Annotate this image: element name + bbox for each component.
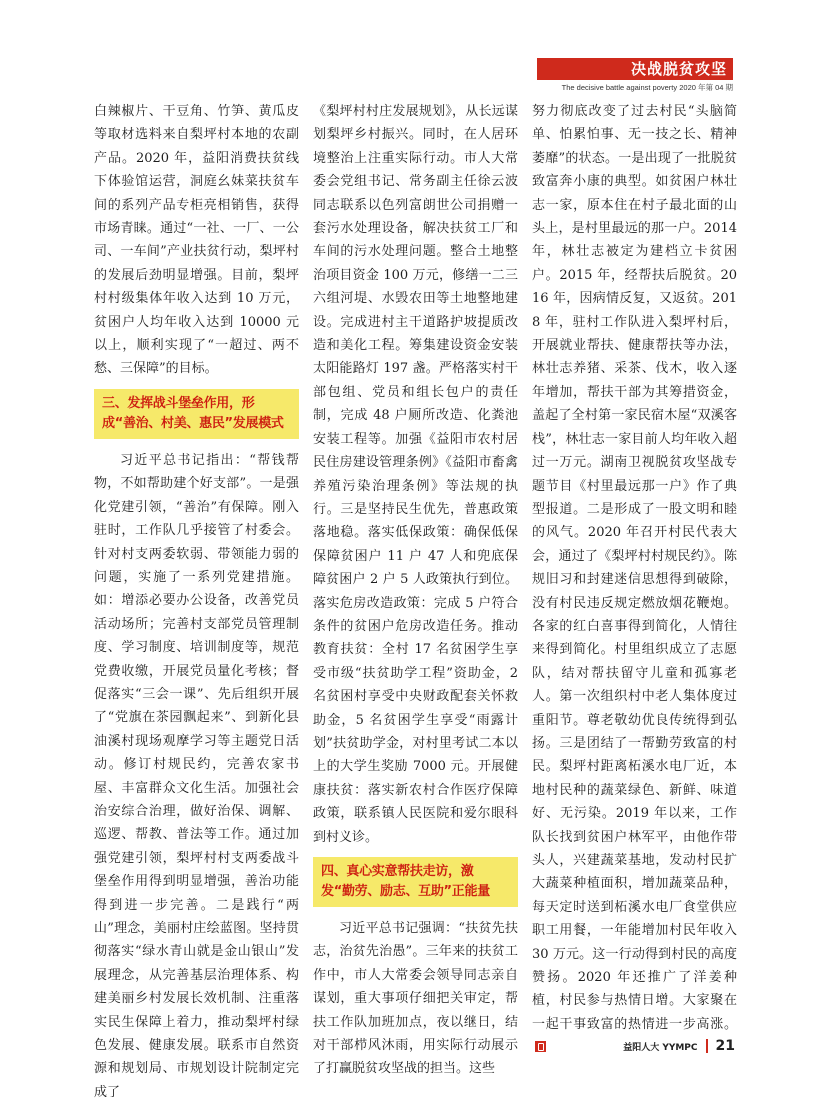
heading-line: 四、真心实意帮扶走访，激: [321, 864, 474, 879]
section-title: 决战脱贫攻坚: [630, 60, 727, 78]
section-subtitle: The decisive battle against poverty 2020 年第 04 期: [561, 83, 733, 92]
end-mark-icon: [535, 1041, 546, 1052]
footer-divider: [706, 1039, 708, 1053]
page-number: 21: [715, 1038, 735, 1054]
paragraph: 习近平总书记强调：“扶贫先扶志，治贫先治愚”。三年来的扶贫工作中，市人大常委会领导同志亲自谋划，重大事项仔细把关审定，帮扶工作队加班加点，夜以继日，结对干部栉风沐雨，用实际行动展示了打赢脱贫攻坚战的担当。这些: [313, 921, 518, 1077]
article-column-2: [313, 100, 518, 1081]
section-banner: [537, 58, 733, 80]
article-column-3: [532, 100, 737, 1060]
paragraph: 努力彻底改变了过去村民“头脑简单、怕累怕事、无一技之长、精神萎靡”的状态。一是出现了一批脱贫致富奔小康的典型。如贫困户林壮志一家，原本住在村子最北面的山头上，是村里最远的那一户。2014 年，林壮志被定为建档立卡贫困户。2015 年，经帮扶后脱贫。2016 年，因病情反复，又返贫。2018 年，驻村工作队进入梨坪村后，开展就业帮扶、健康帮扶等办法，林壮志养猪、采茶、伐木，收入逐年增加，帮扶干部为其筹措资金，盖起了全村第一家民宿木屋“双溪客栈”，林壮志一家目前人均年收入超过一万元。湖南卫视脱贫攻坚战专题节目《村里最远那一户》作了典型报道。二是形成了一股文明和睦的风气。2020 年召开村民代表大会，通过了《梨坪村村规民约》。陈规旧习和封建迷信思想得到破除，没有村民违反规定燃放烟花鞭炮。各家的红白喜事得到简化，人情往来得到简化。村里组织成立了志愿队，结对帮扶留守儿童和孤寡老人。第一次组织村中老人集体度过重阳节。尊老敬幼优良传统得到弘扬。三是团结了一帮勤劳致富的村民。梨坪村距离柘溪水电厂近，本地村民种的蔬菜绿色、新鲜、味道好、无污染。2019 年以来，工作队长找到贫困户林军平，由他作带头人，兴建蔬菜基地，发动村民扩大蔬菜种植面积，增加蔬菜品种，每天定时送到柘溪水电厂食堂供应职工用餐，一年能增加村民年收入 30 万元。这一行动得到村民的高度赞扬。2020 年还推广了洋姜种植，村民参与热情日增。大家聚在一起干事致富的热情进一步高涨。: [532, 104, 737, 1032]
heading-line: 三、发挥战斗堡垒作用，形: [102, 395, 255, 411]
page-footer: [560, 1036, 735, 1056]
publication-name: 益阳人大 YYMPC: [623, 1042, 698, 1053]
article-column-1: [94, 100, 299, 1104]
section-heading-4: [313, 857, 518, 907]
section-heading-3: [94, 389, 299, 439]
paragraph: 习近平总书记指出：“帮钱帮物，不如帮助建个好支部”。一是强化党建引领，“善治”有保障。刚入驻时，工作队几乎接管了村委会。针对村支两委软弱、带领能力弱的问题，实施了一系列党建措施。如：增添必要办公设备，改善党员活动场所；完善村支部党员管理制度、学习制度、培训制度等，规范党费收缴，开展党员量化考核；督促落实“三会一课”、先后组织开展了“党旗在茶园飘起来”、到新化县油溪村现场观摩学习等主题党日活动。修订村规民约，完善农家书屋、丰富群众文化生活。加强社会治安综合治理，做好治保、调解、巡逻、帮教、普法等工作。通过加强党建引领，梨坪村村支两委战斗堡垒作用得到明显增强，善治功能得到进一步完善。二是践行“两山”理念，美丽村庄绘蓝图。坚持贯彻落实“绿水青山就是金山银山”发展理念，从完善基层治理体系、构建美丽乡村发展长效机制、注重落实民生保障上着力，推动梨坪村绿色发展、健康发展。联系市自然资源和规划局、市规划设计院制定完成了: [94, 452, 299, 1100]
paragraph: 白辣椒片、干豆角、竹笋、黄瓜皮等取材选料来自梨坪村本地的农副产品。2020 年，益阳消费扶贫线下体验馆运营，洞庭幺妹菜扶贫车间的系列产品专柜亮相销售，获得市场青睐。通过“一社、一厂、一公司、一车间”产业扶贫行动，梨坪村的发展后劲明显增强。目前，梨坪村村级集体年收入达到 10 万元，贫困户人均年收入达到 10000 元以上，顺利实现了“一超过、两不愁、三保障”的目标。: [94, 104, 299, 377]
heading-line: 发“勤劳、励志、互助”正能量: [321, 884, 490, 899]
paragraph: 《梨坪村村庄发展规划》，从长远谋划梨坪乡村振兴。同时，在人居环境整治上注重实际行动。市人大常委会党组书记、常务副主任徐云波同志联系以色列富朗世公司捐赠一套污水处理设备，解决扶贫工厂和车间的污水处理问题。整合土地整治项目资金 100 万元，修缮一二三六组河堤、水毁农田等土地整地建设。完成进村主干道路护坡提质改造和美化工程。筹集建设资金安装太阳能路灯 197 盏。严格落实村干部包组、党员和组长包户的责任制，完成 48 户厕所改造、化粪池安装工程等。加强《益阳市农村居民住房建设管理条例》《益阳市畜禽养殖污染治理条例》等法规的执行。三是坚持民生优先，普惠政策落地稳。落实低保政策：确保低保保障贫困户 11 户 47 人和兜底保障贫困户 2 户 5 人政策执行到位。落实危房改造政策：完成 5 户符合条件的贫困户危房改造任务。推动教育扶贫：全村 17 名贫困学生享受市级“扶贫助学工程”资助金，2 名贫困村享受中央财政配套关怀救助金，5 名贫困学生享受“雨露计划”扶贫助学金，对村里考试二本以上的大学生奖励 7000 元。开展健康扶贫：落实新农村合作医疗保障政策，联系镇人民医院和爱尔眼科到村义诊。: [313, 104, 518, 845]
heading-line: 成“善治、村美、惠民”发展模式: [102, 415, 284, 431]
